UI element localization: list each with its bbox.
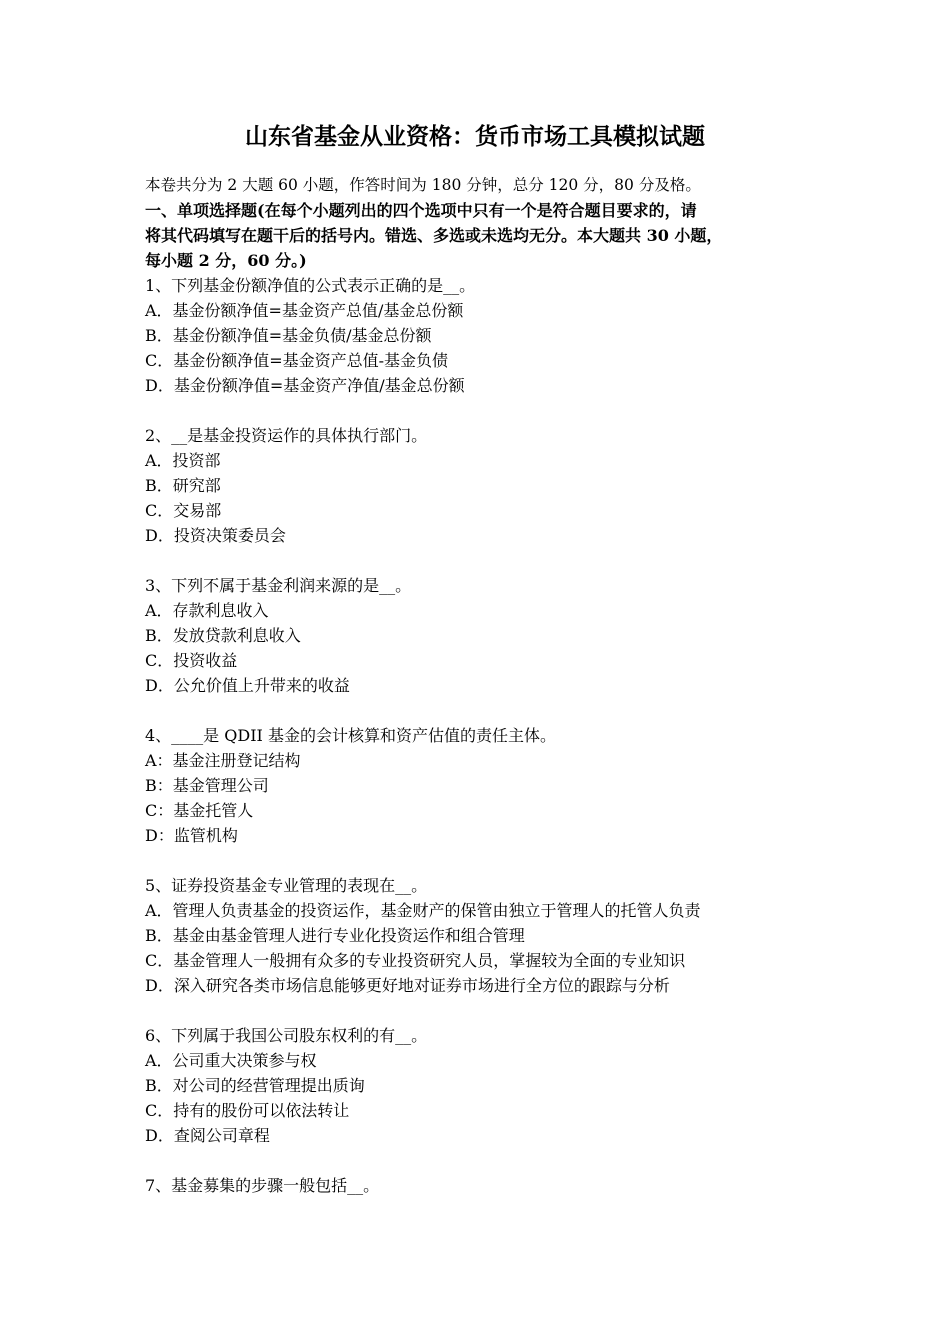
- question-stem: 1、下列基金份额净值的公式表示正确的是__。: [145, 276, 476, 295]
- question-stem: 2、__是基金投资运作的具体执行部门。: [145, 426, 428, 445]
- question-stem: 3、下列不属于基金利润来源的是__。: [145, 576, 412, 595]
- question-5: [145, 873, 815, 998]
- section-heading-line: 每小题 2 分，60 分。): [145, 251, 307, 270]
- option-a: A．基金份额净值=基金资产总值/基金总份额: [145, 301, 464, 320]
- option-b: B．对公司的经营管理提出质询: [145, 1076, 365, 1095]
- option-d: D．查阅公司章程: [145, 1126, 270, 1145]
- option-b: B．基金由基金管理人进行专业化投资运作和组合管理: [145, 926, 525, 945]
- section-heading-line: 一、单项选择题(在每个小题列出的四个选项中只有一个是符合题目要求的，请: [145, 201, 697, 220]
- question-spacer: [145, 398, 815, 423]
- option-a: A．公司重大决策参与权: [145, 1051, 317, 1070]
- question-6: [145, 1023, 815, 1148]
- option-c: C：基金托管人: [145, 801, 254, 820]
- option-a: A．投资部: [145, 451, 221, 470]
- option-d: D．深入研究各类市场信息能够更好地对证券市场进行全方位的跟踪与分析: [145, 976, 670, 995]
- document-body: [145, 172, 815, 1198]
- option-b: B．基金份额净值=基金负债/基金总份额: [145, 326, 432, 345]
- question-1: [145, 273, 815, 398]
- section-heading-line: 将其代码填写在题干后的括号内。错选、多选或未选均无分。本大题共 30 小题，: [145, 226, 723, 245]
- option-c: C．投资收益: [145, 651, 238, 670]
- option-b: B．发放贷款利息收入: [145, 626, 301, 645]
- question-stem: 7、基金募集的步骤一般包括__。: [145, 1176, 380, 1195]
- question-spacer: [145, 548, 815, 573]
- option-c: C．交易部: [145, 501, 222, 520]
- question-spacer: [145, 848, 815, 873]
- question-3: [145, 573, 815, 698]
- question-spacer: [145, 1148, 815, 1173]
- option-c: C．基金管理人一般拥有众多的专业投资研究人员，掌握较为全面的专业知识: [145, 951, 686, 970]
- option-b: B：基金管理公司: [145, 776, 269, 795]
- option-c: C．持有的股份可以依法转让: [145, 1101, 350, 1120]
- question-stem: 6、下列属于我国公司股东权利的有__。: [145, 1026, 428, 1045]
- question-stem: 4、____是 QDII 基金的会计核算和资产估值的责任主体。: [145, 726, 556, 745]
- document-title: 山东省基金从业资格：货币市场工具模拟试题: [245, 123, 705, 150]
- question-spacer: [145, 998, 815, 1023]
- option-b: B．研究部: [145, 476, 221, 495]
- question-spacer: [145, 698, 815, 723]
- section-heading: [145, 198, 815, 273]
- option-d: D：监管机构: [145, 826, 238, 845]
- option-a: A．管理人负责基金的投资运作，基金财产的保管由独立于管理人的托管人负责: [145, 901, 701, 920]
- question-2: [145, 423, 815, 548]
- option-a: A．存款利息收入: [145, 601, 269, 620]
- option-c: C．基金份额净值=基金资产总值-基金负债: [145, 351, 449, 370]
- question-7: [145, 1173, 815, 1198]
- option-d: D．投资决策委员会: [145, 526, 286, 545]
- option-d: D．基金份额净值=基金资产净值/基金总份额: [145, 376, 465, 395]
- option-d: D．公允价值上升带来的收益: [145, 676, 350, 695]
- question-4: [145, 723, 815, 848]
- exam-intro: 本卷共分为 2 大题 60 小题，作答时间为 180 分钟，总分 120 分，80 分及格。: [145, 176, 701, 194]
- option-a: A：基金注册登记结构: [145, 751, 301, 770]
- question-stem: 5、证券投资基金专业管理的表现在__。: [145, 876, 428, 895]
